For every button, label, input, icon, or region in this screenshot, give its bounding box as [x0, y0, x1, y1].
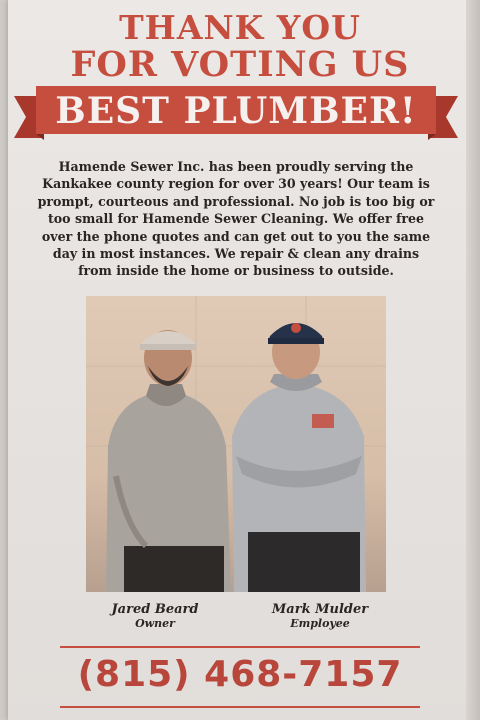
body-line: Kankakee county region for over 30 years! Our team is [42, 176, 430, 192]
body-line: over the phone quotes and can get out to you the same [41, 228, 431, 244]
staff-photo [86, 296, 386, 592]
divider-top [60, 646, 420, 648]
headline-for-voting-us: FOR VOTING US [70, 44, 410, 85]
page-edge [466, 0, 480, 720]
divider-bottom [60, 706, 420, 708]
body-line: day in most instances. We repair & clean any drains [52, 246, 420, 262]
person-name: Mark Mulder [271, 602, 369, 617]
caption-right [245, 602, 395, 630]
body-line: too small for Hamende Sewer Cleaning. We offer free [47, 211, 425, 227]
caption-left [80, 602, 230, 630]
banner-text: BEST PLUMBER! [55, 90, 417, 132]
person-role: Employee [290, 617, 350, 630]
phone-number: (815) 468-7157 [77, 654, 403, 695]
person-name: Jared Beard [111, 602, 199, 617]
right-man [232, 323, 366, 592]
body-line: from inside the home or business to outside. [78, 263, 394, 279]
headline-thank-you: THANK YOU [119, 8, 361, 47]
body-paragraph [26, 158, 446, 280]
person-role: Owner [135, 617, 175, 630]
left-man [106, 330, 231, 592]
two-men-illustration [86, 296, 386, 592]
body-line: Hamende Sewer Inc. has been proudly serving the [58, 159, 414, 174]
body-line: prompt, courteous and professional. No job is too big or [37, 193, 435, 209]
best-plumber-banner [14, 82, 458, 144]
